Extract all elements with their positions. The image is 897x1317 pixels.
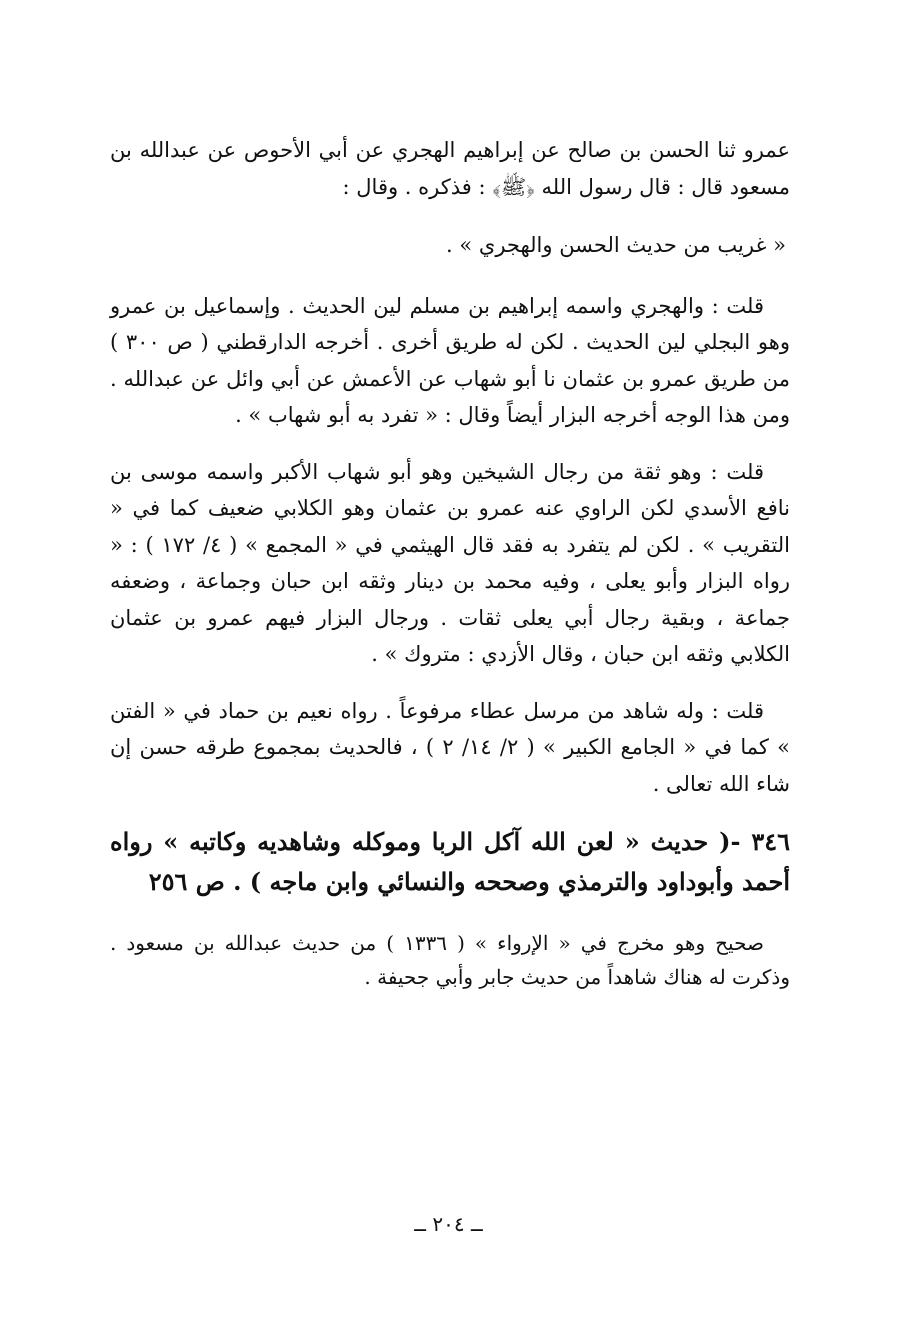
hadith-heading: ٣٤٦ -( حديث « لعن الله آكل الربا وموكله وشاهديه وكاتبه » رواه أحمد وأبوداود والترمذي وصححه والنسائي وابن ماجه ) . ص ٢٥٦ xyxy=(110,827,790,896)
page-number: ــ ٢٠٤ ــ xyxy=(414,1212,483,1236)
paragraph-commentary-2: قلت : وهو ثقة من رجال الشيخين وهو أبو شهاب الأكبر واسمه موسى بن نافع الأسدي لكن الراوي عنه عمرو بن عثمان وهو الكلابي ضعيف كما في « التقريب » . لكن لم يتفرد به فقد قال الهيثمي في « المجمع » ( ٤/ ١٧٢ ) : « رواه البزار وأبو يعلى ، وفيه محمد بن دينار وثقه ابن حبان وجماعة ، وضعفه جماعة ، وبقية رجال أبي يعلى ثقات . ورجال البزار فيهم عمرو بن عثمان الكلابي وثقه ابن حبان ، وقال الأزدي : متروك » . xyxy=(110,459,790,666)
paragraph-commentary-1: قلت : والهجري واسمه إبراهيم بن مسلم لين الحديث . وإسماعيل بن عمرو وهو البجلي لين الحديث . لكن له طريق أخرى . أخرجه الدارقطني ( ص ٣٠٠ ) من طريق عمرو بن عثمان نا أبو شهاب عن الأعمش عن أبي وائل عن عبدالله . ومن هذا الوجه أخرجه البزار أيضاً وقال : « تفرد به أبو شهاب » . xyxy=(110,293,790,427)
paragraph-commentary-3: قلت : وله شاهد من مرسل عطاء مرفوعاً . رواه نعيم بن حماد في « الفتن » كما في « الجامع الكبير » ( ٢/ ١٤/ ٢ ) ، فالحديث بمجموع طرقه حسن إن شاء الله تعالى . xyxy=(110,698,790,796)
page-body xyxy=(110,132,790,994)
paragraph-isnad: عمرو ثنا الحسن بن صالح عن إبراهيم الهجري عن أبي الأحوص عن عبدالله بن مسعود قال : قال رسول الله ﴿ﷺ﴾ : فذكره . وقال : xyxy=(110,138,790,199)
paragraph-quote: « غريب من حديث الحسن والهجري » . xyxy=(446,233,786,257)
paragraph-verdict: صحيح وهو مخرج في « الإرواء » ( ١٣٣٦ ) من حديث عبدالله بن مسعود . وذكرت له هناك شاهداً من حديث جابر وأبي جحيفة . xyxy=(110,931,790,989)
